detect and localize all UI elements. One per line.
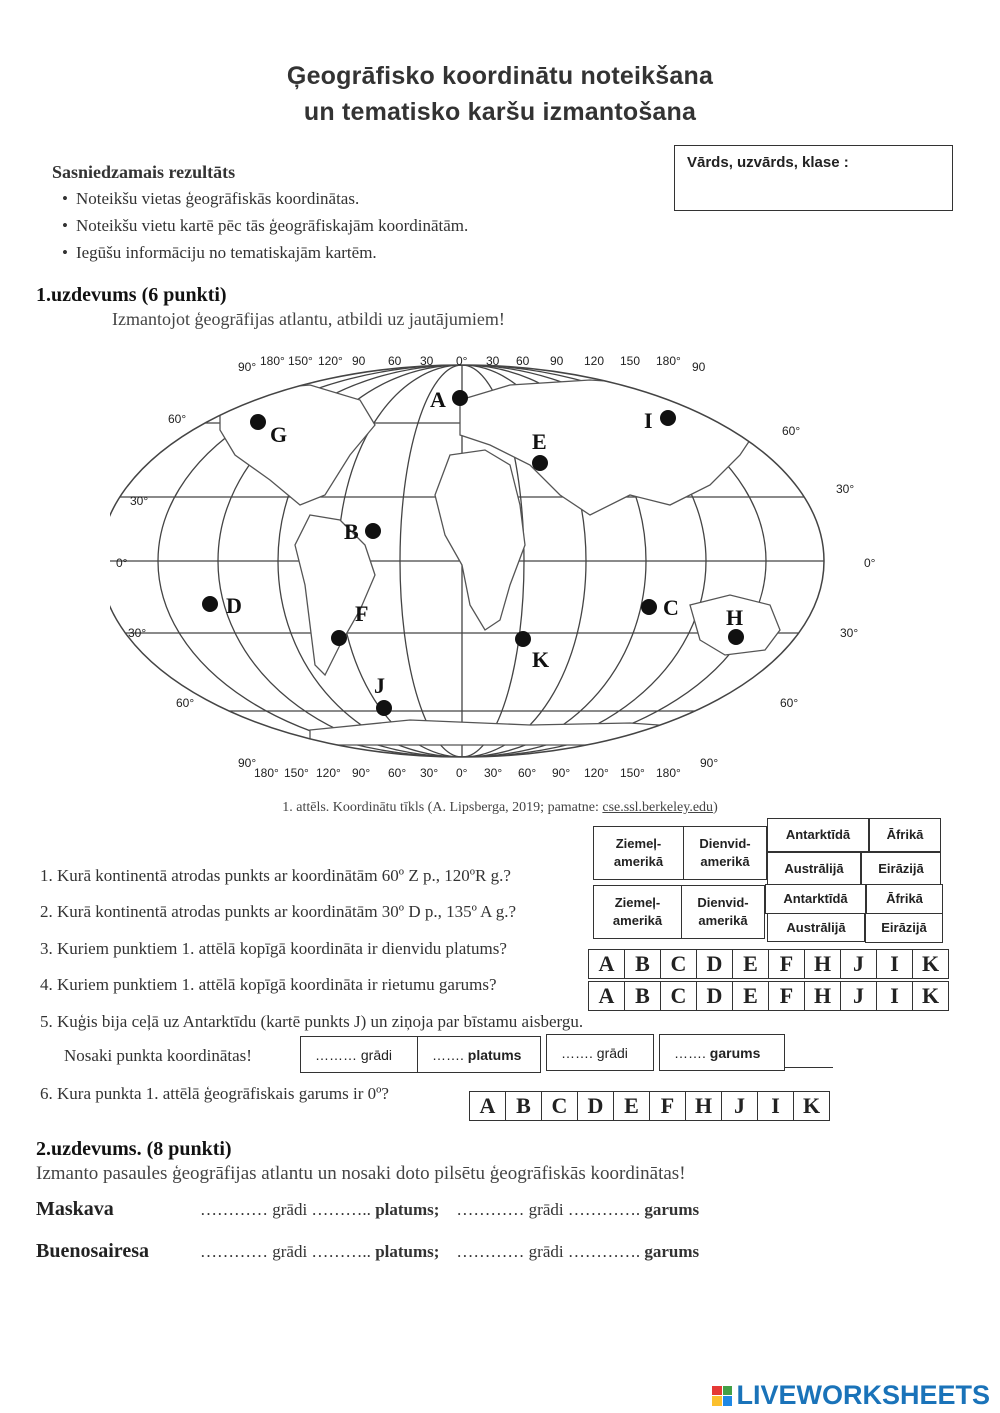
q5-lat-direction-field[interactable]: ……. platums [417, 1036, 541, 1073]
city-name: Buenosairesa [36, 1240, 149, 1262]
answer-eurasia[interactable]: Eirāzijā [865, 913, 943, 943]
task1-title: 1.uzdevums (6 punkti) [36, 284, 227, 306]
map-point-a [452, 390, 468, 406]
q5-lat-degrees-field[interactable]: ……… grādi [300, 1036, 418, 1073]
map-bottom-label: 120° [316, 766, 341, 780]
map-bottom-label: 30° [420, 766, 439, 780]
map-top-label: 90° [238, 360, 257, 374]
letter-option[interactable]: A [588, 981, 625, 1011]
letter-option[interactable]: K [912, 949, 949, 979]
map-bottom-label: 90° [552, 766, 571, 780]
question-2: 2. Kurā kontinentā atrodas punkts ar koordinātām 30º D p., 135º A g.? [40, 902, 517, 921]
map-lat-left: 30° [128, 626, 147, 640]
map-point-h [728, 629, 744, 645]
letter-option[interactable]: B [505, 1091, 542, 1121]
map-point-label: E [532, 429, 547, 454]
map-top-label: 30 [486, 354, 500, 368]
answer-australia[interactable]: Austrālijā [767, 852, 861, 886]
letter-option[interactable]: I [876, 981, 913, 1011]
map-point-label: H [726, 605, 744, 630]
map-top-label: 120° [318, 354, 343, 368]
answer-south-america[interactable]: Dienvid- amerikā [683, 826, 767, 880]
map-bottom-label: 30° [484, 766, 503, 780]
question-4: 4. Kuriem punktiem 1. attēlā kopīgā koordināta ir rietumu garums? [40, 975, 497, 994]
letter-option[interactable]: I [757, 1091, 794, 1121]
answer-north-america[interactable]: Ziemeļ- amerikā [593, 826, 684, 880]
name-field[interactable] [674, 145, 953, 211]
map-bottom-label: 0° [456, 766, 468, 780]
map-point-k [515, 631, 531, 647]
city-name: Maskava [36, 1198, 114, 1220]
map-top-label: 30 [420, 354, 434, 368]
answer-australia[interactable]: Austrālijā [767, 913, 865, 942]
q5-lon-degrees-field[interactable]: ……. grādi [546, 1034, 654, 1071]
letter-option[interactable]: A [588, 949, 625, 979]
map-point-label: K [532, 647, 550, 672]
map-top-label: 60 [516, 354, 530, 368]
page-title-line2: un tematisko karšu izmantošana [303, 98, 697, 126]
map-top-label: 180° [656, 354, 681, 368]
letter-option[interactable]: C [541, 1091, 578, 1121]
letter-option[interactable]: H [804, 981, 841, 1011]
world-map [110, 345, 890, 790]
task1-intro: Izmantojot ģeogrāfijas atlantu, atbildi uz jautājumiem! [112, 309, 505, 329]
page-title-line1: Ģeogrāfisko koordinātu noteikšana [286, 62, 714, 90]
map-lat-right: 30° [840, 626, 859, 640]
goals-heading: Sasniedzamais rezultāts [52, 162, 236, 182]
letter-option[interactable]: H [685, 1091, 722, 1121]
map-lat-left: 0° [116, 556, 128, 570]
map-top-label: 180° [260, 354, 285, 368]
answer-underline [785, 1067, 833, 1068]
map-point-g [250, 414, 266, 430]
map-top-label: 90 [352, 354, 366, 368]
map-lat-right: 30° [836, 482, 855, 496]
map-caption: 1. attēls. Koordinātu tīkls (A. Lipsberga, 2019; pamatne: cse.ssl.berkeley.edu) [282, 800, 718, 815]
letter-option[interactable]: E [732, 949, 769, 979]
map-point-label: D [226, 593, 242, 618]
map-point-e [532, 455, 548, 471]
map-bottom-label: 120° [584, 766, 609, 780]
map-lat-left: 60° [168, 412, 187, 426]
map-point-c [641, 599, 657, 615]
city-coordinates-line[interactable]: ………… grādi ……….. platums; ………… grādi …………. garums [200, 1242, 700, 1261]
goal-item: • Iegūšu informāciju no tematiskajām kartēm. [62, 243, 377, 263]
letter-option[interactable]: I [876, 949, 913, 979]
letter-row-q4 [589, 981, 949, 1011]
map-point-label: I [644, 408, 653, 433]
name-label: Vārds, uzvārds, klase : [687, 154, 849, 171]
letter-option[interactable]: J [840, 949, 877, 979]
map-top-label: 0° [456, 354, 468, 368]
map-point-d [202, 596, 218, 612]
map-bottom-label: 90° [352, 766, 371, 780]
answer-south-america[interactable]: Dienvid- amerikā [681, 885, 765, 939]
map-lat-right: 0° [864, 556, 876, 570]
answer-eurasia[interactable]: Eirāzijā [861, 852, 941, 886]
map-bottom-label: 90° [700, 756, 719, 770]
letter-option[interactable]: C [660, 949, 697, 979]
letter-option[interactable]: C [660, 981, 697, 1011]
map-lat-left: 60° [176, 696, 195, 710]
letter-option[interactable]: E [732, 981, 769, 1011]
logo-icon [712, 1386, 732, 1406]
map-point-label: A [430, 387, 446, 412]
map-top-label: 150° [288, 354, 313, 368]
map-top-label: 150 [620, 354, 641, 368]
map-top-label: 90 [692, 360, 706, 374]
map-bottom-label: 90° [238, 756, 257, 770]
letter-option[interactable]: J [840, 981, 877, 1011]
map-bottom-label: 180° [254, 766, 279, 780]
map-lat-left: 30° [130, 494, 149, 508]
letter-option[interactable]: F [649, 1091, 686, 1121]
question-5-prompt: Nosaki punkta koordinātas! [64, 1046, 252, 1065]
answer-africa[interactable]: Āfrikā [866, 884, 943, 914]
question-3: 3. Kuriem punktiem 1. attēlā kopīgā koordināta ir dienvidu platums? [40, 939, 507, 958]
map-point-i [660, 410, 676, 426]
map-point-label: F [355, 601, 369, 626]
letter-option[interactable]: B [624, 981, 661, 1011]
source-link: cse.ssl.berkeley.edu [602, 800, 714, 815]
map-point-b [365, 523, 381, 539]
answer-antarctica[interactable]: Antarktīdā [765, 884, 866, 914]
map-bottom-label: 60° [388, 766, 407, 780]
letter-option[interactable]: F [768, 949, 805, 979]
map-lat-right: 60° [782, 424, 801, 438]
map-bottom-label: 150° [620, 766, 645, 780]
letter-option[interactable]: K [912, 981, 949, 1011]
letter-option[interactable]: D [577, 1091, 614, 1121]
map-top-label: 120 [584, 354, 605, 368]
letter-option[interactable]: J [721, 1091, 758, 1121]
answer-africa[interactable]: Āfrikā [869, 818, 941, 852]
q5-lon-direction-field[interactable]: ……. garums [659, 1034, 785, 1071]
letter-option[interactable]: K [793, 1091, 830, 1121]
map-point-j [376, 700, 392, 716]
letter-option[interactable]: B [624, 949, 661, 979]
city-coordinates-line[interactable]: ………… grādi ……….. platums; ………… grādi …………. garums [200, 1200, 700, 1219]
map-point-label: C [663, 595, 679, 620]
answer-north-america[interactable]: Ziemeļ- amerikā [593, 885, 682, 939]
map-lat-right: 60° [780, 696, 799, 710]
letter-option[interactable]: H [804, 949, 841, 979]
letter-option[interactable]: F [768, 981, 805, 1011]
map-top-label: 90 [550, 354, 564, 368]
task2-title: 2.uzdevums. (8 punkti) [36, 1138, 232, 1160]
goal-item: • Noteikšu vietu kartē pēc tās ģeogrāfiskajām koordinātām. [62, 216, 468, 236]
map-bottom-label: 60° [518, 766, 537, 780]
question-1: 1. Kurā kontinentā atrodas punkts ar koordinātām 60º Z p., 120ºR g.? [40, 866, 511, 885]
map-top-label: 60 [388, 354, 402, 368]
goal-item: • Noteikšu vietas ģeogrāfiskās koordinātas. [62, 189, 359, 209]
letter-option[interactable]: E [613, 1091, 650, 1121]
answer-antarctica[interactable]: Antarktīdā [767, 818, 869, 852]
letter-option[interactable]: A [469, 1091, 506, 1121]
question-5: 5. Kuģis bija ceļā uz Antarktīdu (kartē punkts J) un ziņoja par bīstamu aisbergu. [40, 1012, 584, 1031]
map-point-label: B [344, 519, 359, 544]
letter-option[interactable]: D [696, 981, 733, 1011]
liveworksheets-logo: LIVEWORKSHEETS [712, 1380, 990, 1411]
map-point-label: J [374, 673, 385, 698]
map-bottom-label: 180° [656, 766, 681, 780]
task2-intro: Izmanto pasaules ģeogrāfijas atlantu un nosaki doto pilsētu ģeogrāfiskās koordinātas! [36, 1163, 686, 1184]
letter-option[interactable]: D [696, 949, 733, 979]
map-bottom-label: 150° [284, 766, 309, 780]
letter-row-q6 [470, 1091, 830, 1121]
question-6: 6. Kura punkta 1. attēlā ģeogrāfiskais garums ir 0º? [40, 1084, 389, 1103]
letter-row-q3 [589, 949, 949, 979]
map-point-f [331, 630, 347, 646]
map-point-label: G [270, 422, 288, 447]
